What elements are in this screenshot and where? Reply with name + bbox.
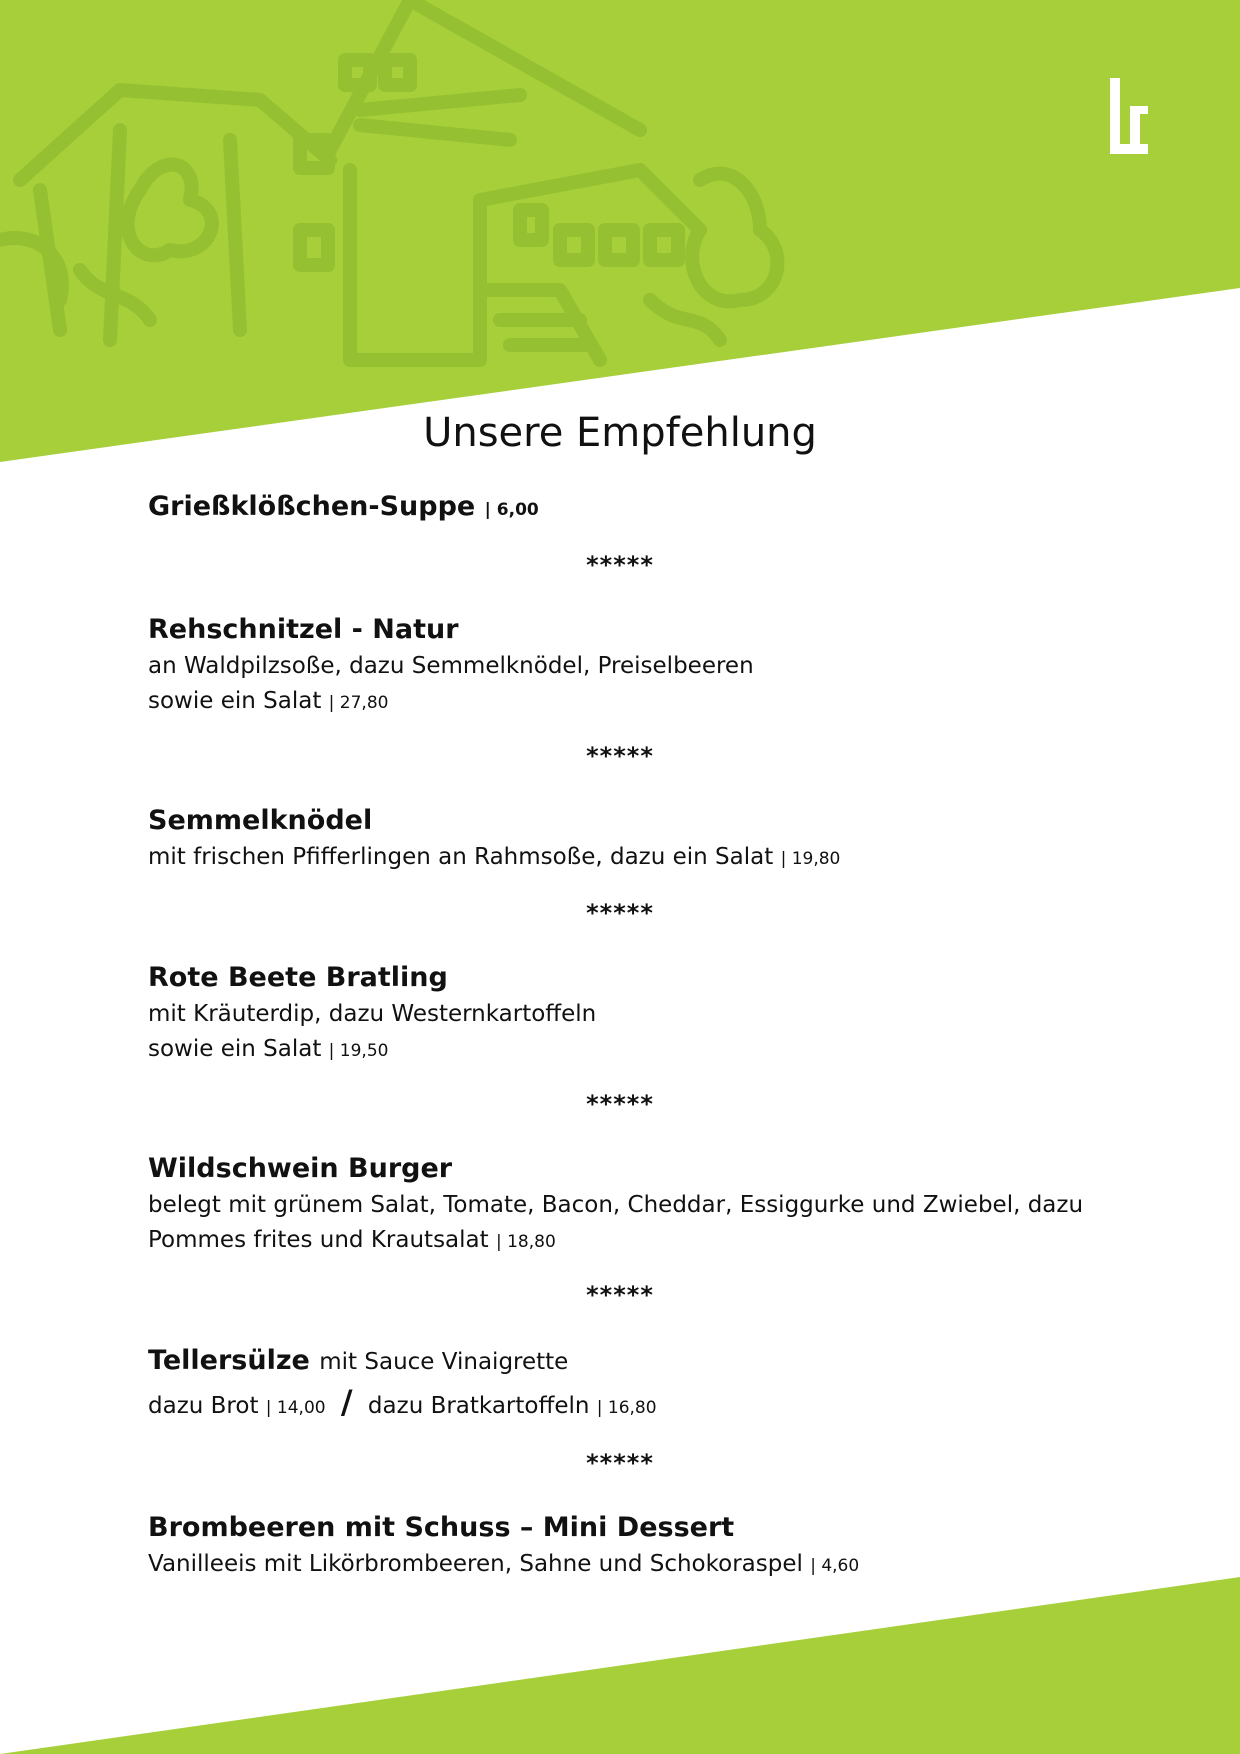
dish-price: | 6,00 — [484, 500, 539, 520]
dish-description: mit Kräuterdip, dazu Westernkartoffeln — [148, 1001, 597, 1027]
dish-price: | 16,80 — [596, 1398, 657, 1418]
menu-item — [148, 802, 1108, 877]
dish-name: Grießklößchen-Suppe — [148, 491, 476, 522]
separator: ***** — [586, 1090, 654, 1118]
dish-price: | 27,80 — [328, 693, 389, 713]
dish-name: Rote Beete Bratling — [148, 962, 448, 993]
menu-item — [148, 611, 1108, 721]
dish-price: | 14,00 — [265, 1398, 326, 1418]
dish-description: an Waldpilzsoße, dazu Semmelknödel, Preiselbeeren — [148, 653, 754, 679]
dish-description: Vanilleeis mit Likörbrombeeren, Sahne und Schokoraspel — [148, 1551, 803, 1577]
dish-description: belegt mit grünem Salat, Tomate, Bacon, Cheddar, Essiggurke und Zwiebel, dazu — [148, 1192, 1084, 1218]
dish-description: sowie ein Salat — [148, 1036, 322, 1062]
dish-description: Pommes frites und Krautsalat — [148, 1227, 489, 1253]
dish-price: | 19,80 — [780, 849, 841, 869]
dish-option: dazu Bratkartoffeln — [367, 1393, 590, 1419]
separator: ***** — [586, 742, 654, 770]
separator: ***** — [586, 899, 654, 927]
logo-icon — [1110, 78, 1148, 154]
dish-price: | 18,80 — [495, 1232, 556, 1252]
menu-item — [148, 959, 1108, 1069]
menu-item — [148, 1509, 1108, 1584]
dish-name: Wildschwein Burger — [148, 1153, 453, 1184]
dish-option: dazu Brot — [148, 1393, 259, 1419]
dish-name: Rehschnitzel - Natur — [148, 614, 459, 645]
dish-description: mit Sauce Vinaigrette — [319, 1349, 569, 1375]
menu-item — [148, 1150, 1108, 1260]
separator: ***** — [586, 1449, 654, 1477]
dish-name: Semmelknödel — [148, 805, 373, 836]
separator: ***** — [586, 551, 654, 579]
page-title: Unsere Empfehlung — [423, 410, 817, 456]
dish-name: Tellersülze — [148, 1345, 310, 1376]
dish-price: | 19,50 — [328, 1041, 389, 1061]
separator: ***** — [586, 1281, 654, 1309]
dish-price: | 4,60 — [810, 1556, 860, 1576]
option-separator: / — [340, 1383, 353, 1421]
menu-item — [148, 1342, 1108, 1426]
dish-name: Brombeeren mit Schuss – Mini Dessert — [148, 1512, 735, 1543]
bottom-green-band — [0, 1577, 1240, 1754]
menu-item — [148, 488, 1108, 529]
dish-description: sowie ein Salat — [148, 688, 322, 714]
dish-description: mit frischen Pfifferlingen an Rahmsoße, dazu ein Salat — [148, 844, 774, 870]
